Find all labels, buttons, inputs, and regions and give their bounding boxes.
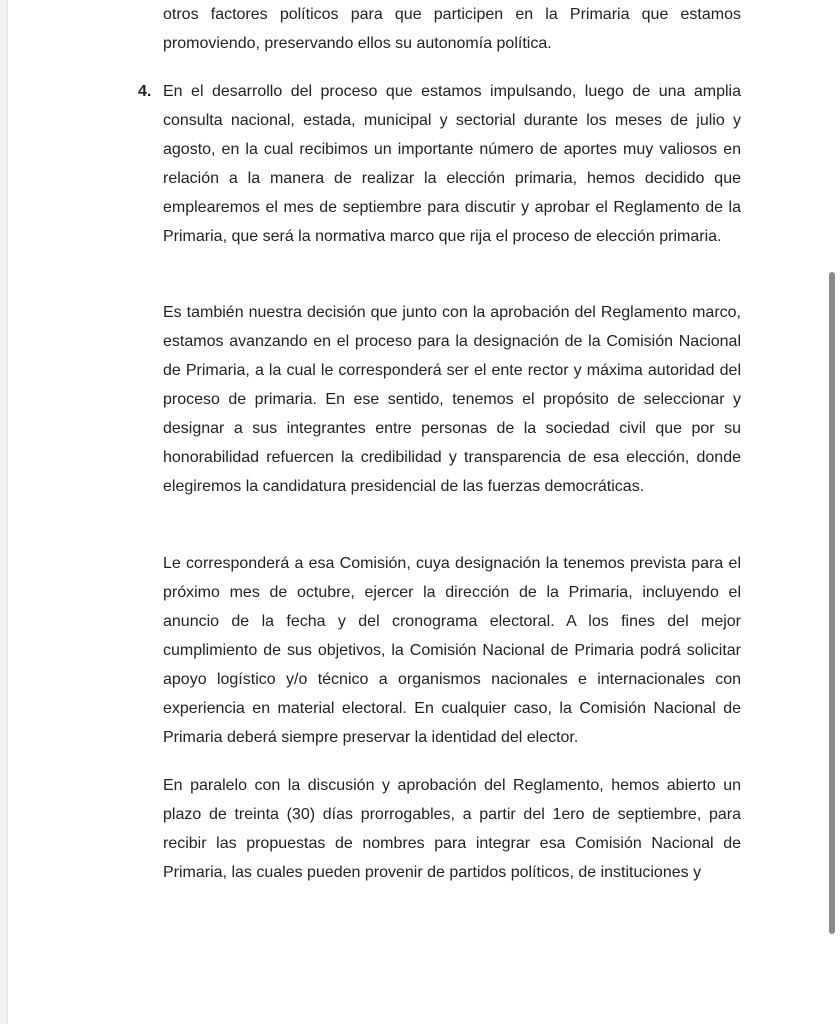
paragraph-commission-duties: Le corresponderá a esa Comisión, cuya designación la tenemos prevista para el próximo mes de octubre, ejercer la dirección de la Primaria, incluyendo el anuncio de la fecha y del cronograma electoral. A los fines del mejor cumplimiento de sus objetivos, la Comisión Nacional de Primaria podrá solicitar apoyo logístico y/o técnico a organismos nacionales e internacionales con experiencia en material electoral. En cualquier caso, la Comisión Nacional de Primaria deberá siempre preservar la identidad del elector. xyxy=(163,555,741,746)
paragraph-commission-designation: Es también nuestra decisión que junto con la aprobación del Reglamento marco, estamos avanzando en el proceso para la designación de la Comisión Nacional de Primaria, a la cual le corresponderá ser el ente rector y máxima autoridad del proceso de primaria. En ese sentido, tenemos el propósito de seleccionar y designar a sus integrantes entre personas de la sociedad civil que por su honorabilidad refuercen la credibilidad y transparencia de esa elección, donde elegiremos la candidatura presidencial de las fuerzas democráticas. xyxy=(163,304,741,495)
paragraph-fragment: otros factores políticos para que participen en la Primaria que estamos promoviendo, preservando ellos su autonomía política. xyxy=(163,6,741,52)
document-page xyxy=(8,0,820,1024)
scrollbar-thumb[interactable] xyxy=(829,272,835,934)
paragraph-nominations: En paralelo con la discusión y aprobación del Reglamento, hemos abierto un plazo de treinta (30) días prorrogables, a partir del 1ero de septiembre, para recibir las propuestas de nombres para integrar esa Comisión Nacional de Primaria, las cuales pueden provenir de partidos políticos, de instituciones y xyxy=(163,777,741,881)
scrollbar[interactable] xyxy=(820,0,840,1024)
list-item-number: 4. xyxy=(138,83,152,100)
list-item-text: En el desarrollo del proceso que estamos impulsando, luego de una amplia consulta nacional, estada, municipal y sectorial durante los meses de julio y agosto, en la cual recibimos un importante número de aportes muy valiosos en relación a la manera de realizar la elección primaria, hemos decidido que emplearemos el mes de septiembre para discutir y aprobar el Reglamento de la Primaria, que será la normativa marco que rija el proceso de elección primaria. xyxy=(163,83,741,245)
